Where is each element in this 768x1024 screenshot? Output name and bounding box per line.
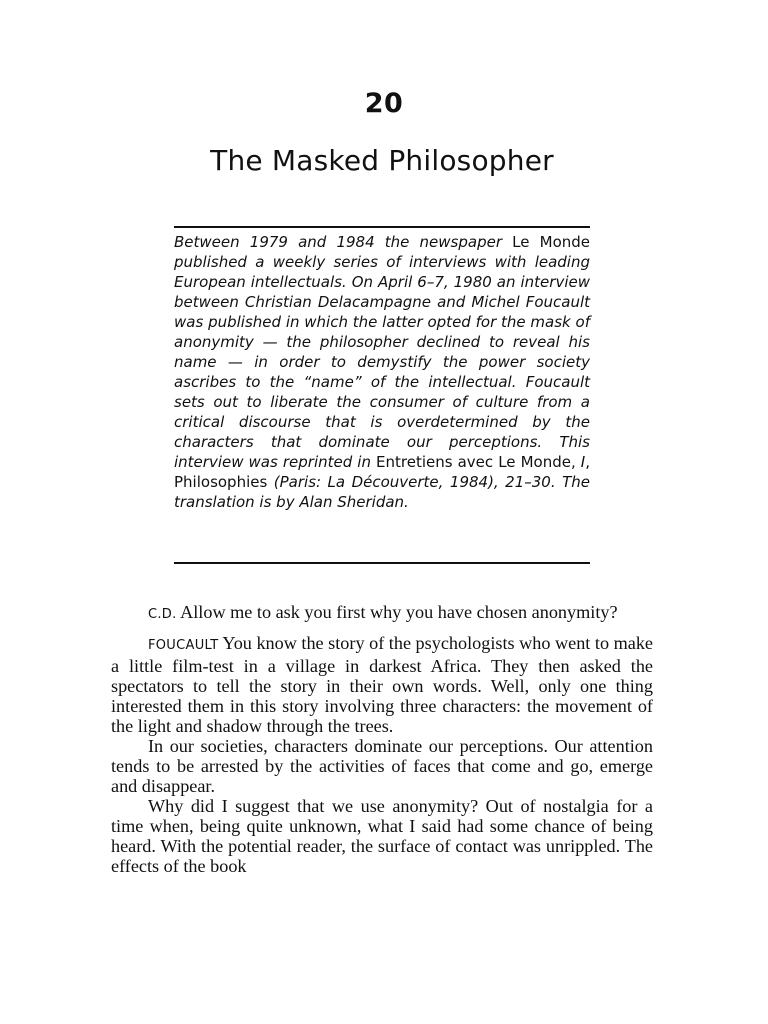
abstract-text-1: Between 1979 and 1984 the newspaper [174, 233, 513, 251]
interview-paragraph [111, 602, 653, 625]
abstract-text-2: published a weekly series of interviews with leading European intellectuals. On April 6–7, 1980 an interview between Christian Delacampagne and Michel Foucault was published in which the latter opted for the mask of anonymity — the philosopher declined to reveal his name — in order to demystify the power society ascribes to the “name” of the intellectual. Foucault sets out to liberate the consumer of culture from a critical discourse that is overdetermined by the characters that dominate our perceptions. This interview was reprinted in [174, 253, 590, 471]
abstract-bottom-rule [174, 562, 590, 564]
abstract-text-3: (Paris: La Découverte, 1984), 21–30. The translation is by Alan Sheridan. [174, 473, 590, 511]
paragraph-text: Why did I suggest that we use anonymity? Out of nostalgia for a time when, being quite unknown, what I said had some chance of being heard. With the potential reader, the surface of contact was unrippled. The effects of the book [111, 796, 653, 876]
chapter-abstract [174, 232, 590, 512]
speaker-label: C.D. [148, 607, 177, 622]
abstract-volume-title: , Philosophies [174, 453, 590, 491]
interview-body [111, 602, 653, 876]
abstract-book-title: Entretiens avec Le Monde, [376, 453, 581, 471]
paragraph-text: In our societies, characters dominate our perceptions. Our attention tends to be arrested by the activities of faces that come and go, emerge and disappear. [111, 736, 653, 796]
paragraph-text: You know the story of the psychologists who went to make a little film-test in a village in darkest Africa. They then asked the spectators to tell the story in their own words. Well, only one thing interested them in this story involving three characters: the movement of the light and shadow through the trees. [111, 633, 653, 736]
speaker-label: FOUCAULT [148, 638, 219, 653]
abstract-newspaper-name: Le Monde [512, 233, 591, 251]
chapter-title: The Masked Philosopher [210, 144, 554, 177]
abstract-volume-number: I [580, 453, 586, 471]
chapter-number: 20 [364, 88, 404, 119]
abstract-top-rule [174, 226, 590, 228]
interview-paragraph [111, 633, 653, 736]
paragraph-text: Allow me to ask you first why you have chosen anonymity? [180, 602, 618, 622]
interview-paragraph [111, 736, 653, 796]
interview-paragraph [111, 796, 653, 876]
